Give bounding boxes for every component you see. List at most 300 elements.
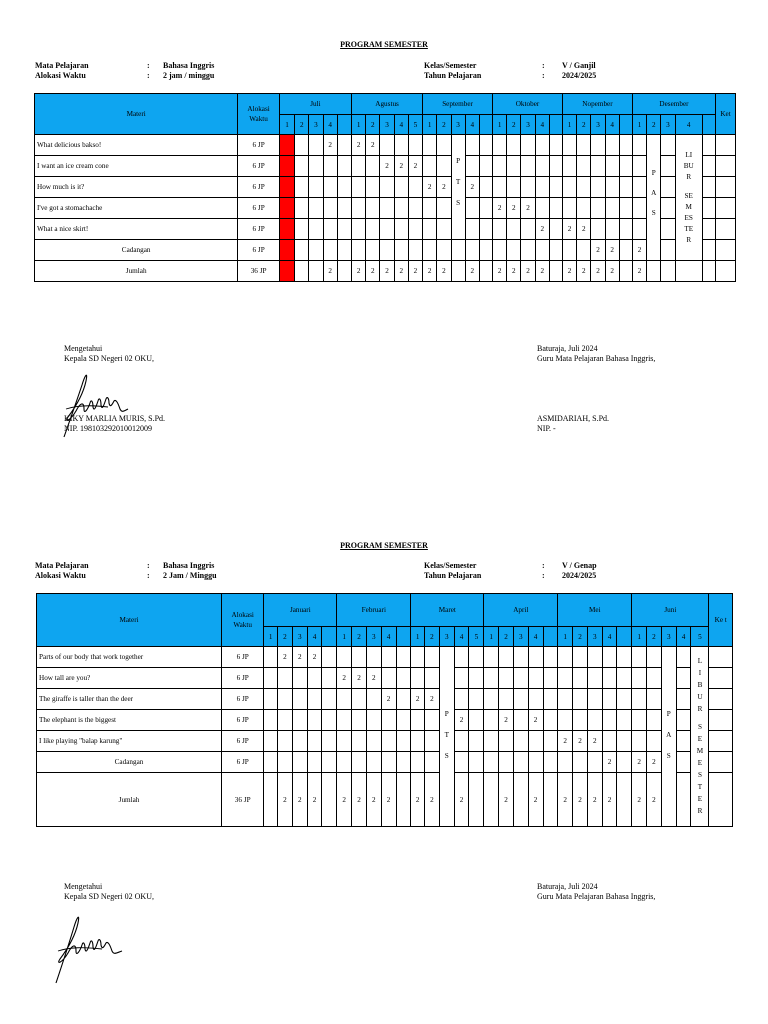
jp-cell: 6 JP (222, 752, 264, 773)
week-cell (535, 198, 549, 219)
week-cell (322, 731, 337, 752)
week-cell (264, 731, 278, 752)
jp-cell: 6 JP (222, 689, 264, 710)
week-cell (702, 177, 715, 198)
jp-cell: 6 JP (222, 731, 264, 752)
week-header: 4 (675, 115, 702, 135)
week-cell (493, 240, 507, 261)
week-cell (469, 752, 484, 773)
header-alokasi: Alokasi Waktu (238, 94, 280, 135)
week-cell (479, 240, 492, 261)
jp-cell: 6 JP (222, 668, 264, 689)
week-cell (647, 647, 662, 668)
week-cell: 2 (602, 773, 617, 827)
week-cell: 2 (411, 773, 425, 827)
week-header: 4 (676, 627, 691, 647)
week-cell (309, 219, 323, 240)
time-label: Alokasi Waktu (35, 71, 86, 80)
jp-cell: 6 JP (238, 177, 280, 198)
week-cell: 2 (465, 261, 479, 282)
week-cell (437, 219, 451, 240)
week-cell (507, 135, 521, 156)
week-cell (479, 198, 492, 219)
week-cell (563, 198, 577, 219)
program-semester-title-2: PROGRAM SEMESTER (340, 541, 428, 550)
week-cell (528, 731, 543, 752)
week-cell (295, 198, 309, 219)
week-cell: 2 (632, 752, 647, 773)
week-cell (323, 177, 337, 198)
week-cell (661, 135, 675, 156)
week-cell (425, 731, 440, 752)
headmaster-name: KIKY MARLIA MURIS, S.Pd. (64, 414, 166, 423)
materi-cell: The elephant is the biggest (37, 710, 222, 731)
week-cell (619, 261, 632, 282)
week-cell (423, 135, 437, 156)
week-cell (647, 731, 662, 752)
week-cell (619, 198, 632, 219)
week-cell (337, 647, 352, 668)
week-header: 2 (573, 627, 588, 647)
table-row (37, 773, 733, 827)
week-cell: 2 (394, 261, 408, 282)
week-cell (493, 156, 507, 177)
week-cell (521, 177, 535, 198)
week-header: 4 (381, 627, 396, 647)
week-cell (396, 752, 411, 773)
week-cell (454, 668, 469, 689)
week-cell (591, 135, 605, 156)
week-cell (425, 647, 440, 668)
week-cell (292, 752, 307, 773)
teacher-name: ASMIDARIAH, S.Pd. (537, 414, 610, 423)
week-cell (396, 731, 411, 752)
week-cell (323, 198, 337, 219)
week-cell: 2 (408, 156, 422, 177)
ket-cell (709, 689, 733, 710)
week-cell: 2 (337, 773, 352, 827)
week-header: 3 (292, 627, 307, 647)
week-cell (292, 668, 307, 689)
week-cell (702, 219, 715, 240)
week-cell: 2 (366, 261, 380, 282)
week-cell (307, 668, 322, 689)
week-cell: 2 (507, 198, 521, 219)
week-cell (647, 710, 662, 731)
week-cell (292, 731, 307, 752)
year-value: 2024/2025 (562, 71, 597, 80)
month-header: Juni (632, 594, 709, 627)
week-cell (425, 668, 440, 689)
week-cell (676, 710, 691, 731)
year-label: Tahun Pelajaran (424, 71, 482, 80)
week-cell (632, 135, 646, 156)
week-cell (573, 647, 588, 668)
week-cell (264, 689, 278, 710)
materi-cell: Cadangan (37, 752, 222, 773)
week-cell (513, 752, 528, 773)
month-header: Februari (337, 594, 411, 627)
week-cell (437, 156, 451, 177)
week-cell (352, 198, 366, 219)
week-cell (577, 156, 591, 177)
week-cell (381, 668, 396, 689)
week-header: 4 (535, 115, 549, 135)
week-cell (309, 261, 323, 282)
week-cell (528, 647, 543, 668)
week-header: 3 (366, 627, 381, 647)
week-cell: 2 (411, 689, 425, 710)
week-cell (543, 731, 558, 752)
week-header (479, 115, 492, 135)
week-cell (352, 177, 366, 198)
week-cell (702, 261, 715, 282)
week-cell (493, 177, 507, 198)
week-cell (605, 156, 619, 177)
week-header: 1 (632, 627, 647, 647)
week-header (543, 627, 558, 647)
week-cell (423, 198, 437, 219)
week-cell (396, 773, 411, 827)
week-cell (577, 177, 591, 198)
ket-cell (716, 240, 736, 261)
class-value: V / Ganjil (562, 61, 596, 70)
week-cell (380, 177, 394, 198)
week-header: 1 (484, 627, 499, 647)
week-cell (587, 710, 602, 731)
week-cell (484, 668, 499, 689)
week-cell (322, 668, 337, 689)
week-cell (264, 668, 278, 689)
week-cell (632, 689, 647, 710)
week-cell: 2 (366, 668, 381, 689)
week-cell (309, 156, 323, 177)
week-header: 4 (323, 115, 337, 135)
materi-cell: I like playing "balap karung" (37, 731, 222, 752)
week-cell (292, 710, 307, 731)
week-cell (528, 752, 543, 773)
highlight-cell (279, 135, 294, 156)
week-cell (543, 710, 558, 731)
week-cell (676, 773, 691, 827)
week-cell (423, 240, 437, 261)
week-cell (507, 177, 521, 198)
week-cell: 2 (394, 156, 408, 177)
week-cell (549, 240, 562, 261)
week-header: 2 (425, 627, 440, 647)
materi-cell: I've got a stomachache (35, 198, 238, 219)
week-cell (396, 668, 411, 689)
header-materi: Materi (35, 94, 238, 135)
ket-cell (709, 731, 733, 752)
week-cell (507, 156, 521, 177)
week-cell: 2 (352, 135, 366, 156)
week-cell: 2 (454, 710, 469, 731)
week-cell (605, 198, 619, 219)
week-cell: 2 (632, 261, 646, 282)
week-cell (323, 240, 337, 261)
week-cell (521, 219, 535, 240)
week-cell: 2 (647, 773, 662, 827)
week-cell (465, 219, 479, 240)
month-header: Maret (411, 594, 484, 627)
week-cell (322, 689, 337, 710)
week-cell (323, 156, 337, 177)
week-cell (484, 647, 499, 668)
week-cell: 2 (521, 261, 535, 282)
week-cell: 2 (602, 752, 617, 773)
week-cell (437, 135, 451, 156)
week-cell (484, 710, 499, 731)
week-cell (676, 752, 691, 773)
week-cell (573, 668, 588, 689)
week-header: 1 (632, 115, 646, 135)
week-cell (573, 689, 588, 710)
week-cell: 2 (323, 261, 337, 282)
week-cell: 2 (278, 773, 293, 827)
week-cell (278, 689, 293, 710)
signature-right-2: Baturaja, Juli 2024 Guru Mata Pelajaran Bahasa Inggris, (537, 882, 656, 901)
week-cell (499, 689, 514, 710)
jp-cell: 6 JP (238, 240, 280, 261)
table-row (37, 668, 733, 689)
week-cell (549, 177, 562, 198)
week-cell: 2 (278, 647, 293, 668)
month-header: Desember (632, 94, 715, 115)
week-cell: 2 (307, 773, 322, 827)
libur-semester-merged-cell: LI BU R SE M ES TE R (675, 135, 702, 261)
headmaster-signature-2 (50, 905, 130, 987)
month-header: Agustus (352, 94, 423, 115)
meta-left-2: Mata Pelajaran : Bahasa Inggris Alokasi Waktu : 2 Jam / Minggu (35, 561, 217, 580)
week-cell (617, 647, 632, 668)
week-cell (591, 156, 605, 177)
week-header: 1 (411, 627, 425, 647)
week-cell (366, 647, 381, 668)
week-cell (295, 156, 309, 177)
week-cell (632, 198, 646, 219)
week-cell: 2 (380, 261, 394, 282)
month-header: September (423, 94, 493, 115)
week-cell (352, 752, 367, 773)
week-cell: 2 (587, 731, 602, 752)
week-cell (675, 261, 702, 282)
subject-label: Mata Pelajaran (35, 61, 89, 70)
header-materi: Materi (37, 594, 222, 647)
week-cell (437, 198, 451, 219)
week-cell (366, 177, 380, 198)
week-cell: 2 (493, 198, 507, 219)
ket-cell (709, 773, 733, 827)
table-row (37, 752, 733, 773)
week-cell (411, 731, 425, 752)
week-cell (366, 156, 380, 177)
week-cell (499, 668, 514, 689)
week-cell (535, 135, 549, 156)
ket-cell (716, 156, 736, 177)
week-cell (513, 773, 528, 827)
week-cell (484, 752, 499, 773)
meta-right-2: Kelas/Semester : V / Genap Tahun Pelajaran : 2024/2025 (424, 561, 597, 580)
week-cell (499, 731, 514, 752)
week-cell (493, 135, 507, 156)
week-cell (465, 240, 479, 261)
month-header: Nopember (563, 94, 633, 115)
week-header: 4 (528, 627, 543, 647)
header-alokasi: Alokasi Waktu (222, 594, 264, 647)
pas-merged-cell: P A S (661, 647, 676, 827)
week-cell (499, 647, 514, 668)
signature-left-1: Mengetahui Kepala SD Negeri 02 OKU, KIKY MARLIA MURIS, S.Pd. NIP. 198103292010012009 (64, 344, 166, 433)
week-cell (295, 135, 309, 156)
week-cell: 2 (408, 261, 422, 282)
week-cell (264, 710, 278, 731)
week-header: 2 (437, 115, 451, 135)
headmaster-nip: NIP. 198103292010012009 (64, 424, 153, 433)
week-cell (558, 668, 573, 689)
week-cell (484, 731, 499, 752)
week-cell: 2 (591, 240, 605, 261)
week-header: 2 (366, 115, 380, 135)
week-cell (337, 135, 351, 156)
week-cell (337, 240, 351, 261)
week-cell (408, 177, 422, 198)
week-cell (380, 219, 394, 240)
week-cell (295, 177, 309, 198)
week-cell (617, 710, 632, 731)
week-cell (676, 689, 691, 710)
week-cell (309, 198, 323, 219)
week-cell (619, 219, 632, 240)
week-cell (352, 156, 366, 177)
week-cell (661, 198, 675, 219)
week-cell (549, 135, 562, 156)
week-header: 2 (278, 627, 293, 647)
week-cell (549, 261, 562, 282)
subject-value: Bahasa Inggris (163, 61, 215, 70)
week-cell: 2 (535, 261, 549, 282)
week-cell (278, 752, 293, 773)
week-cell (352, 647, 367, 668)
week-cell (366, 689, 381, 710)
week-cell (451, 261, 465, 282)
week-cell (309, 135, 323, 156)
week-cell (549, 156, 562, 177)
table-row (37, 647, 733, 668)
headmaster-signature-1 (58, 365, 134, 440)
week-header: 5 (691, 627, 709, 647)
week-cell (632, 710, 647, 731)
signature-left-2: Mengetahui Kepala SD Negeri 02 OKU, (64, 882, 154, 901)
week-cell (381, 710, 396, 731)
table-row (35, 198, 736, 219)
week-cell (563, 240, 577, 261)
week-cell: 2 (292, 773, 307, 827)
week-cell (380, 135, 394, 156)
week-cell (479, 261, 492, 282)
signature-right-1: Baturaja, Juli 2024 Guru Mata Pelajaran Bahasa Inggris, ASMIDARIAH, S.Pd. NIP. - (537, 344, 656, 433)
week-cell (381, 752, 396, 773)
week-cell (423, 219, 437, 240)
week-cell (563, 135, 577, 156)
week-cell (469, 689, 484, 710)
jp-cell: 6 JP (222, 710, 264, 731)
ket-cell (716, 261, 736, 282)
week-cell: 2 (499, 773, 514, 827)
week-cell (602, 647, 617, 668)
week-header: 2 (647, 627, 662, 647)
week-cell (513, 731, 528, 752)
week-cell: 2 (292, 647, 307, 668)
libur-semester-merged-cell: L I B U R S E M E S T E R (691, 647, 709, 827)
highlight-cell (279, 198, 294, 219)
week-cell (535, 156, 549, 177)
week-cell (521, 240, 535, 261)
week-header: 2 (352, 627, 367, 647)
week-cell (479, 219, 492, 240)
week-cell (513, 710, 528, 731)
materi-cell: Cadangan (35, 240, 238, 261)
week-cell (521, 135, 535, 156)
week-cell (479, 156, 492, 177)
jp-cell: 6 JP (238, 198, 280, 219)
week-cell (563, 156, 577, 177)
week-cell (558, 752, 573, 773)
week-cell (702, 198, 715, 219)
week-header: 1 (563, 115, 577, 135)
month-header: Oktober (493, 94, 563, 115)
week-cell (337, 731, 352, 752)
meta-left-1: Mata Pelajaran : Bahasa Inggris Alokasi Waktu : 2 jam / minggu (35, 61, 215, 80)
week-cell (469, 647, 484, 668)
week-header: 4 (605, 115, 619, 135)
week-cell (577, 240, 591, 261)
week-header: 1 (493, 115, 507, 135)
week-header: 3 (661, 627, 676, 647)
week-cell (535, 177, 549, 198)
week-cell: 2 (647, 752, 662, 773)
week-header: 2 (647, 115, 661, 135)
week-cell (309, 240, 323, 261)
week-cell (647, 261, 661, 282)
week-cell (408, 135, 422, 156)
week-cell (605, 177, 619, 198)
week-cell (394, 135, 408, 156)
week-cell (408, 219, 422, 240)
week-cell: 2 (521, 198, 535, 219)
highlight-cell (279, 156, 294, 177)
week-cell (337, 156, 351, 177)
week-cell (307, 731, 322, 752)
week-cell (278, 668, 293, 689)
header-ket: Ket (716, 94, 736, 135)
week-cell: 2 (563, 261, 577, 282)
week-cell: 2 (323, 135, 337, 156)
week-cell: 2 (352, 261, 366, 282)
table-row (35, 219, 736, 240)
meta-right-1: Kelas/Semester : V / Ganjil Tahun Pelajaran : 2024/2025 (424, 61, 597, 80)
week-cell: 2 (437, 261, 451, 282)
week-cell: 2 (573, 773, 588, 827)
week-cell (528, 689, 543, 710)
week-cell (591, 198, 605, 219)
week-cell (499, 752, 514, 773)
week-header: 2 (507, 115, 521, 135)
week-header: 4 (307, 627, 322, 647)
jp-cell: 6 JP (238, 135, 280, 156)
week-cell (702, 156, 715, 177)
week-cell: 2 (528, 773, 543, 827)
